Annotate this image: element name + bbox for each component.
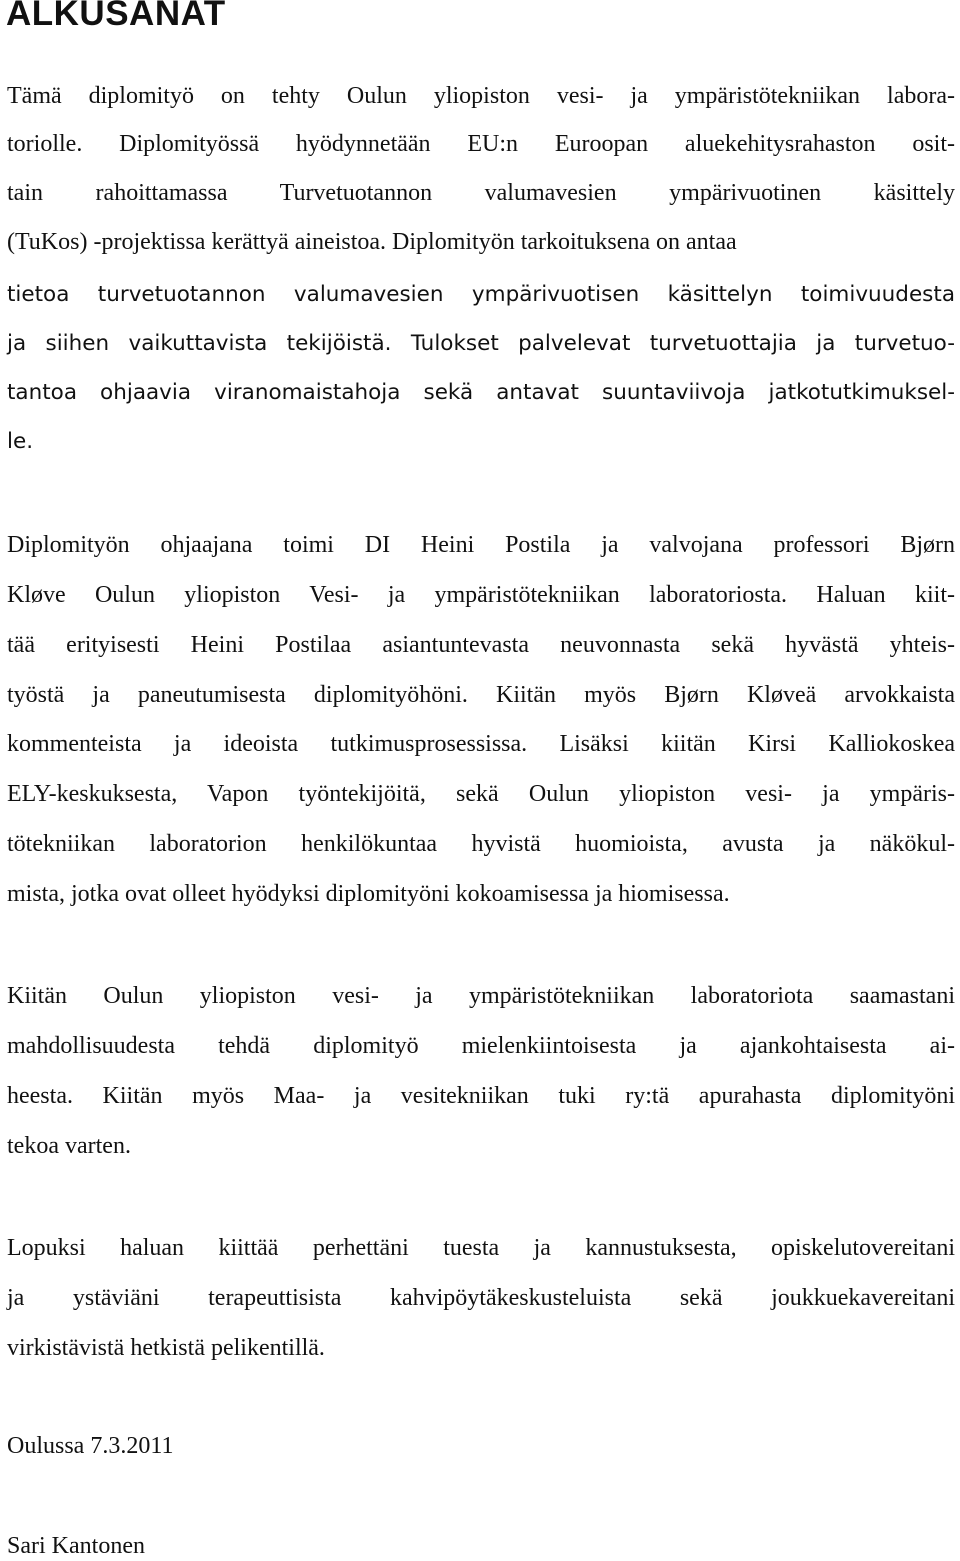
text-line: mahdollisuudesta tehdä diplomityö mielenkiintoisesta ja ajankohtaisesta ai-	[7, 1033, 955, 1059]
text-line: le.	[7, 429, 34, 454]
text-line: virkistävistä hetkistä pelikentillä.	[7, 1335, 325, 1361]
text-line: työstä ja paneutumisesta diplomityöhöni. Kiitän myös Bjørn Kløveä arvokkaista	[7, 682, 955, 708]
place-and-date: Oulussa 7.3.2011	[7, 1433, 174, 1459]
text-line: tötekniikan laboratorion henkilökuntaa hyvistä huomioista, avusta ja näkökul-	[7, 831, 955, 857]
text-line: tekoa varten.	[7, 1133, 131, 1159]
text-line: Kiitän Oulun yliopiston vesi- ja ympäristötekniikan laboratoriota saamastani	[7, 983, 955, 1009]
text-line: tää erityisesti Heini Postilaa asiantuntevasta neuvonnasta sekä hyvästä yhteis-	[7, 632, 955, 658]
text-line: ELY-keskuksesta, Vapon työntekijöitä, sekä Oulun yliopiston vesi- ja ympäris-	[7, 781, 955, 807]
text-line: tain rahoittamassa Turvetuotannon valumavesien ympärivuotinen käsittely	[7, 180, 955, 206]
page-title: ALKUSANAT	[6, 0, 226, 33]
author-name: Sari Kantonen	[7, 1533, 145, 1559]
text-line: Tämä diplomityö on tehty Oulun yliopiston vesi- ja ympäristötekniikan labora-	[7, 83, 955, 109]
text-line: (TuKos) -projektissa kerättyä aineistoa. Diplomityön tarkoituksena on antaa	[7, 229, 737, 255]
text-line: Lopuksi haluan kiittää perhettäni tuesta ja kannustuksesta, opiskelutovereitani	[7, 1235, 955, 1261]
text-line: ja siihen vaikuttavista tekijöistä. Tulokset palvelevat turvetuottajia ja turvetuo-	[7, 331, 955, 356]
text-line: heesta. Kiitän myös Maa- ja vesitekniikan tuki ry:tä apurahasta diplomityöni	[7, 1083, 955, 1109]
text-line: tantoa ohjaavia viranomaistahoja sekä antavat suuntaviivoja jatkotutkimuksel-	[7, 380, 955, 405]
text-line: Kløve Oulun yliopiston Vesi- ja ympäristötekniikan laboratoriosta. Haluan kiit-	[7, 582, 955, 608]
text-line: Diplomityön ohjaajana toimi DI Heini Postila ja valvojana professori Bjørn	[7, 532, 955, 558]
text-line: kommenteista ja ideoista tutkimusprosessissa. Lisäksi kiitän Kirsi Kalliokoskea	[7, 731, 955, 757]
text-line: toriolle. Diplomityössä hyödynnetään EU:n Euroopan aluekehitysrahaston osit-	[7, 131, 955, 157]
text-line: tietoa turvetuotannon valumavesien ympärivuotisen käsittelyn toimivuudesta	[7, 282, 955, 307]
text-line: mista, jotka ovat olleet hyödyksi diplomityöni kokoamisessa ja hiomisessa.	[7, 881, 730, 907]
text-line: ja ystäviäni terapeuttisista kahvipöytäkeskusteluista sekä joukkuekavereitani	[7, 1285, 955, 1311]
